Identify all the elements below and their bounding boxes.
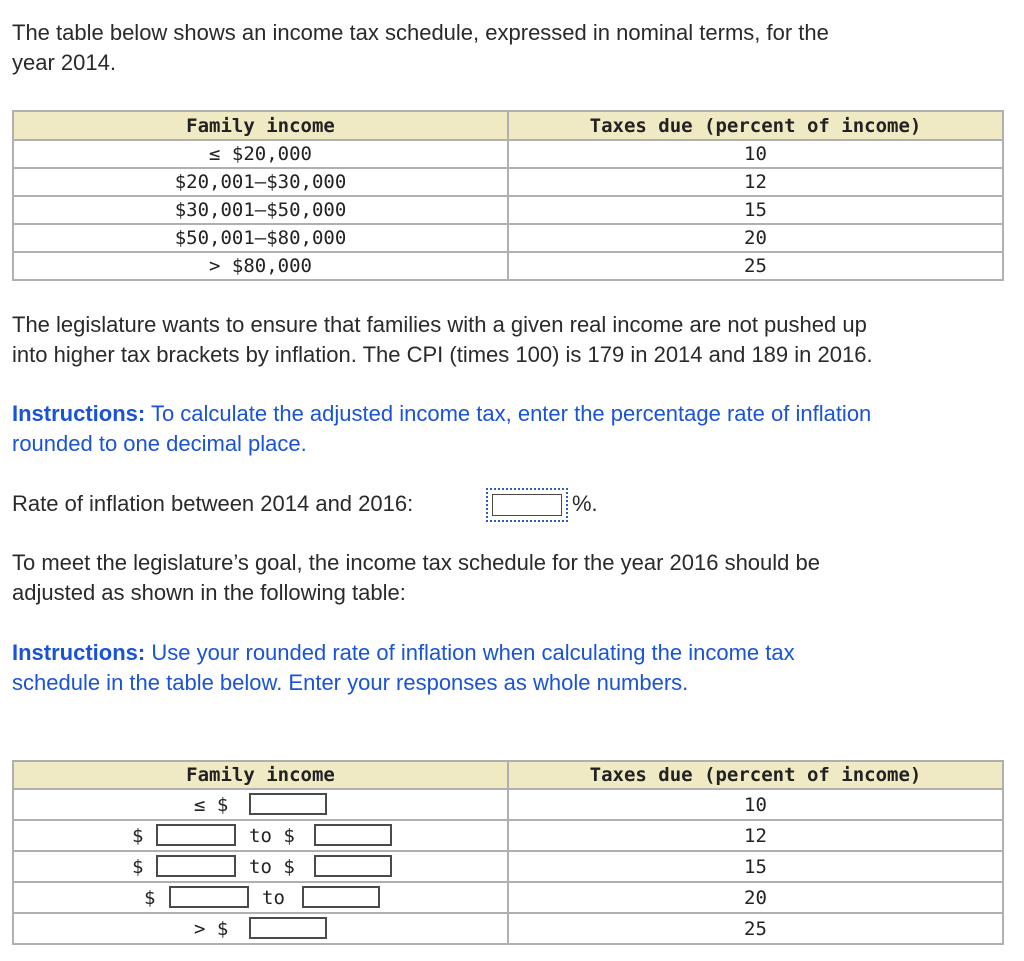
bracket3-min-input[interactable] xyxy=(156,855,236,877)
tax-cell: 25 xyxy=(508,252,1003,280)
tax-cell: 15 xyxy=(508,851,1003,882)
bracket2-min-input[interactable] xyxy=(156,824,236,846)
table-header-row xyxy=(13,111,1003,140)
bracket5-min-input[interactable] xyxy=(249,917,327,939)
tax-cell: 20 xyxy=(508,224,1003,252)
to-dollar-label: to $ xyxy=(249,856,295,878)
dollar-label: $ xyxy=(132,825,144,847)
legislature-text xyxy=(12,310,1024,370)
tax-cell: 15 xyxy=(508,196,1003,224)
bracket3-max-input[interactable] xyxy=(314,855,392,877)
legislature-line-1: The legislature wants to ensure that families with a given real income are not pushed up xyxy=(12,312,867,337)
tax-cell: 10 xyxy=(508,140,1003,168)
header-taxes-due: Taxes due (percent of income) xyxy=(508,111,1003,140)
tax-schedule-2016-table xyxy=(12,760,1004,945)
dollar-label: $ xyxy=(144,887,156,909)
instructions-label: Instructions: xyxy=(12,401,146,426)
inflation-label: Rate of inflation between 2014 and 2016: xyxy=(12,491,414,516)
to-dollar-label: to $ xyxy=(249,825,295,847)
goal-text xyxy=(12,548,1024,608)
table-row xyxy=(13,168,1003,196)
goal-line-1: To meet the legislature’s goal, the income tax schedule for the year 2016 should be xyxy=(12,550,820,575)
percent-unit: %. xyxy=(572,491,598,516)
table-row xyxy=(13,789,1003,820)
instructions-line-1: To calculate the adjusted income tax, enter the percentage rate of inflation xyxy=(145,401,872,426)
tax-cell: 12 xyxy=(508,168,1003,196)
instructions-inflation xyxy=(12,399,1024,459)
legislature-line-2: into higher tax brackets by inflation. The CPI (times 100) is 179 in 2014 and 189 in 2016. xyxy=(12,342,873,367)
bracket2-max-input[interactable] xyxy=(314,824,392,846)
inflation-rate-input[interactable] xyxy=(492,494,562,516)
less-equal-dollar-label: ≤ $ xyxy=(194,794,229,816)
income-cell xyxy=(13,820,508,851)
instructions-line-2: schedule in the table below. Enter your responses as whole numbers. xyxy=(12,670,689,695)
goal-line-2: adjusted as shown in the following table: xyxy=(12,580,406,605)
header-family-income: Family income xyxy=(13,761,508,789)
table-header-row xyxy=(13,761,1003,789)
instructions-line-2: rounded to one decimal place. xyxy=(12,431,307,456)
greater-dollar-label: > $ xyxy=(194,918,229,940)
income-cell xyxy=(13,913,508,944)
tax-cell: 12 xyxy=(508,820,1003,851)
dollar-label: $ xyxy=(132,856,144,878)
tax-cell: 10 xyxy=(508,789,1003,820)
income-cell: ≤ $20,000 xyxy=(13,140,508,168)
income-cell xyxy=(13,851,508,882)
table-row xyxy=(13,882,1003,913)
intro-text xyxy=(12,18,1024,78)
income-cell xyxy=(13,882,508,913)
table-row xyxy=(13,851,1003,882)
table-row xyxy=(13,820,1003,851)
inflation-input-wrapper xyxy=(486,488,568,522)
bracket4-min-input[interactable] xyxy=(169,886,249,908)
header-taxes-due: Taxes due (percent of income) xyxy=(508,761,1003,789)
table-row xyxy=(13,196,1003,224)
table-row xyxy=(13,252,1003,280)
instructions-schedule xyxy=(12,638,1024,698)
income-cell: $30,001–$50,000 xyxy=(13,196,508,224)
instructions-label: Instructions: xyxy=(12,640,146,665)
header-family-income: Family income xyxy=(13,111,508,140)
tax-schedule-2014-table xyxy=(12,110,1004,281)
intro-line-2: year 2014. xyxy=(12,50,116,75)
income-cell: $50,001–$80,000 xyxy=(13,224,508,252)
tax-cell: 25 xyxy=(508,913,1003,944)
table-row xyxy=(13,140,1003,168)
bracket4-max-input[interactable] xyxy=(302,886,380,908)
income-cell: $20,001–$30,000 xyxy=(13,168,508,196)
intro-line-1: The table below shows an income tax schedule, expressed in nominal terms, for the xyxy=(12,20,829,45)
table-row xyxy=(13,224,1003,252)
table-row xyxy=(13,913,1003,944)
to-label: to xyxy=(262,887,285,909)
income-cell: > $80,000 xyxy=(13,252,508,280)
instructions-line-1: Use your rounded rate of inflation when calculating the income tax xyxy=(145,640,795,665)
income-cell xyxy=(13,789,508,820)
tax-cell: 20 xyxy=(508,882,1003,913)
bracket1-max-input[interactable] xyxy=(249,793,327,815)
